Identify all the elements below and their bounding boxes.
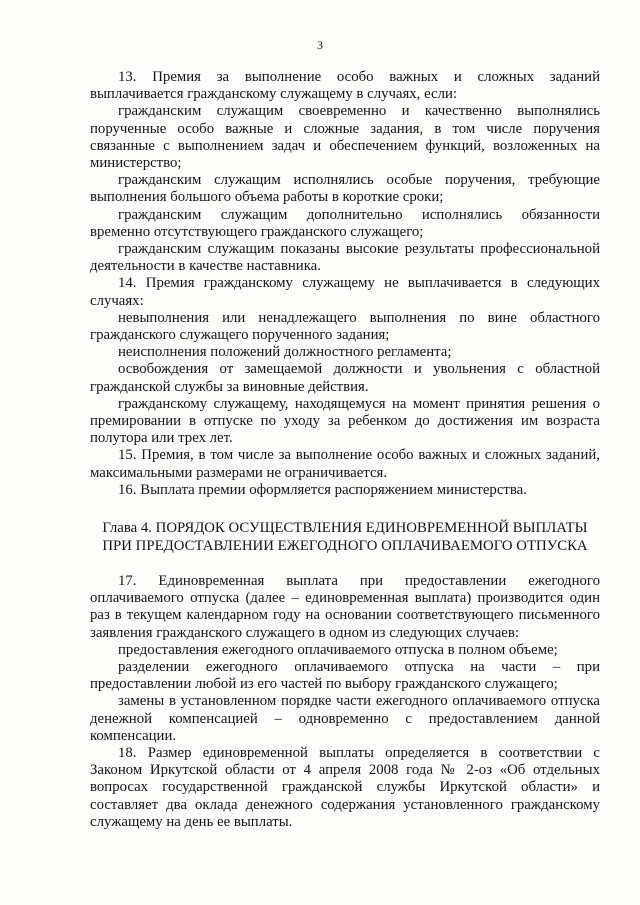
chapter-heading-line-1: Глава 4. ПОРЯДОК ОСУЩЕСТВЛЕНИЯ ЕДИНОВРЕМЕННОЙ ВЫПЛАТЫ (102, 520, 588, 536)
paragraph: 15. Премия, в том числе за выполнение особо важных и сложных заданий, максимальными размерами не ограничивается. (90, 447, 600, 481)
paragraph: гражданским служащим своевременно и качественно выполнялись порученные особо важные и сложные задания, в том числе поручения связанные с выполнением задач и обеспечением функций, возложенных на министерство; (90, 103, 600, 172)
paragraph: неисполнения положений должностного регламента; (118, 344, 452, 361)
paragraph: гражданским служащим дополнительно исполнялись обязанности временно отсутствующего гражданского служащего; (90, 206, 600, 240)
paragraph: освобождения от замещаемой должности и увольнения с областной гражданской службы за виновные действия. (90, 361, 600, 395)
paragraph: 14. Премия гражданскому служащему не выплачивается в следующих случаях: (90, 275, 600, 309)
paragraph: 13. Премия за выполнение особо важных и сложных заданий выплачивается гражданскому служащему в случаях, если: (90, 69, 600, 103)
paragraph: невыполнения или ненадлежащего выполнения по вине областного гражданского служащего порученного задания; (90, 309, 600, 344)
paragraph: разделении ежегодного оплачиваемого отпуска на части – при предоставлении любой из его частей по выбору гражданского служащего; (90, 659, 600, 693)
paragraph: гражданскому служащему, находящемуся на момент принятия решения о премировании в отпуске по уходу за ребенком до достижения им возраста полутора или трех лет. (90, 395, 600, 447)
sections-17-18 (90, 573, 600, 831)
paragraph: гражданским служащим исполнялись особые поручения, требующие выполнения большого объема работы в короткие сроки; (90, 172, 600, 206)
paragraph: 17. Единовременная выплата при предоставлении ежегодного оплачиваемого отпуска (далее – единовременная выплата) производится один раз в текущем календарном году на основании соответствующего письменного заявления гражданского служащего в одном из следующих случаев: (90, 573, 600, 641)
paragraph: 18. Размер единовременной выплаты определяется в соответствии с Законом Иркутской области от 4 апреля 2008 года № 2-оз «Об отдельных вопросах государственной гражданской службы Иркутской области» и составляет два оклада денежного содержания установленного гражданскому служащему на день ее выплаты. (90, 745, 600, 830)
page-number: 3 (317, 38, 323, 52)
chapter-heading (90, 519, 600, 555)
paragraph: 16. Выплата премии оформляется распоряжением министерства. (118, 481, 527, 498)
chapter-heading-line-2: ПРИ ПРЕДОСТАВЛЕНИИ ЕЖЕГОДНОГО ОПЛАЧИВАЕМОГО ОТПУСКА (102, 538, 588, 554)
paragraph: гражданским служащим показаны высокие результаты профессиональной деятельности в качестве наставника. (90, 241, 600, 275)
sections-13-16 (90, 69, 600, 499)
paragraph: предоставления ежегодного оплачиваемого отпуска в полном объеме; (118, 641, 558, 658)
paragraph: замены в установленном порядке части ежегодного оплачиваемого отпуска денежной компенсацией – одновременно с предоставлением данной компенсации. (90, 693, 600, 744)
